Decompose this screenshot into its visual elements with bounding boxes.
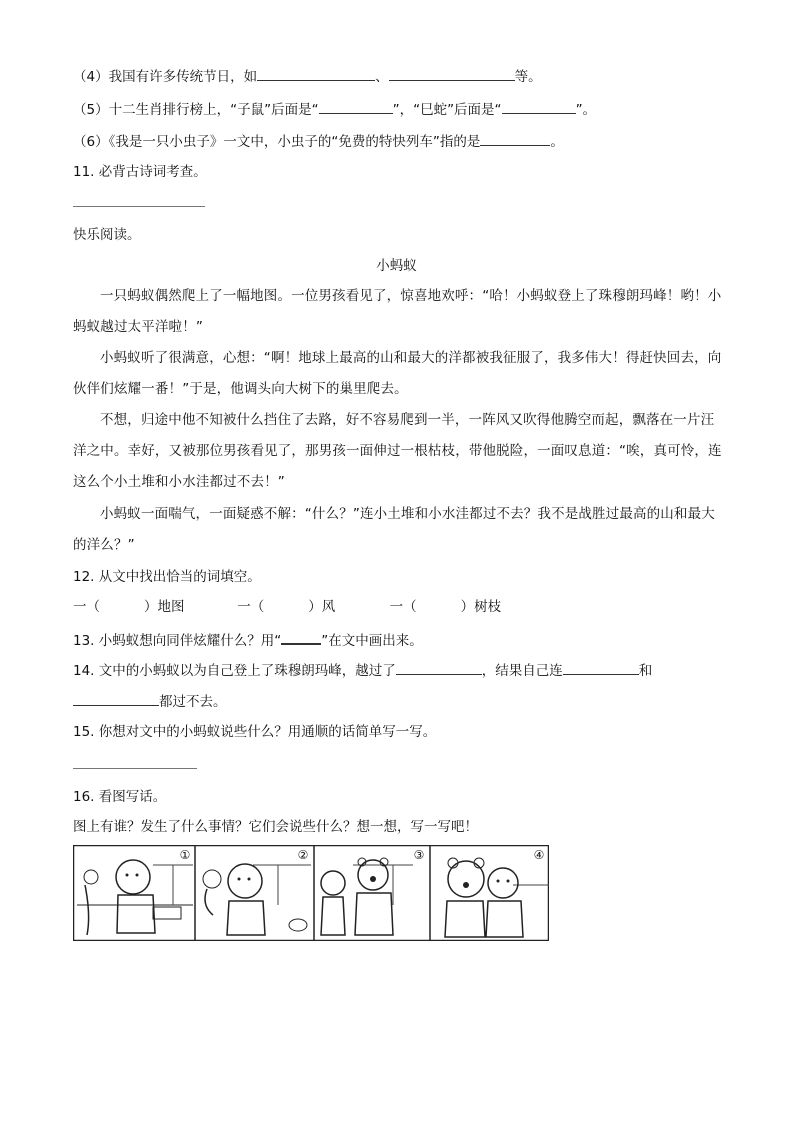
panel-number: ③ xyxy=(413,848,425,862)
answer-blank[interactable] xyxy=(73,691,159,706)
panel-number: ② xyxy=(297,848,309,862)
passage-paragraph: 不想，归途中他不知被什么挡住了去路，好不容易爬到一半，一阵风又吹得他腾空而起，飘落在一片汪洋之中。幸好，又被那位男孩看见了，那男孩一面伸过一根枯枝，带他脱险，一面叹息道：“唉，真可怜，连这么个小土堆和小水洼都过不去！” xyxy=(73,412,722,490)
q15-text: 15. 你想对文中的小蚂蚁说些什么？用通顺的话简单写一写。 xyxy=(73,724,437,740)
q14-prefix: 14. 文中的小蚂蚁以为自己登上了珠穆朗玛峰，越过了 xyxy=(73,663,396,679)
answer-blank[interactable] xyxy=(480,131,550,146)
answer-blank[interactable] xyxy=(257,66,375,81)
answer-blank[interactable] xyxy=(563,660,639,675)
q13-text xyxy=(73,629,423,651)
passage-paragraph: 小蚂蚁听了很满意，心想：“啊！地球上最高的山和最大的洋都被我征服了，我多伟大！得赶快回去，向伙伴们炫耀一番！”于是，他调头向大树下的巢里爬去。 xyxy=(73,350,722,397)
panel-number: ① xyxy=(179,848,191,862)
fill-item[interactable]: 一（ ）树枝 xyxy=(389,599,502,615)
fill-item[interactable]: 一（ ）风 xyxy=(237,599,336,615)
underline-sample xyxy=(281,629,321,645)
q10-item-5-prefix: （5）十二生肖排行榜上，“子鼠”后面是“ xyxy=(73,102,319,118)
reading-heading: 快乐阅读。 xyxy=(73,227,141,243)
q13-prefix: 13. 小蚂蚁想向同伴炫耀什么？用“ xyxy=(73,633,282,649)
q13-suffix: ”在文中画出来。 xyxy=(321,633,423,649)
passage-title: 小蚂蚁 xyxy=(376,258,417,274)
answer-blank[interactable] xyxy=(389,66,515,81)
q10-item-6-prefix: （6）《我是一只小虫子》一文中，小虫子的“免费的特快列车”指的是 xyxy=(73,134,481,150)
q12-text: 12. 从文中找出恰当的词填空。 xyxy=(73,569,261,585)
q12-fill-row xyxy=(73,597,501,617)
answer-blank[interactable] xyxy=(502,99,576,114)
answer-blank[interactable] xyxy=(319,99,393,114)
picture-story-comic xyxy=(73,845,549,941)
q14-suffix: 都过不去。 xyxy=(159,694,227,710)
q14-and: 和 xyxy=(638,663,653,679)
fill-item[interactable]: 一（ ）地图 xyxy=(73,599,185,615)
q14-text-line1 xyxy=(73,660,652,681)
q10-item-4 xyxy=(73,66,542,87)
q16-prompt: 图上有谁？发生了什么事情？它们会说些什么？想一想，写一写吧！ xyxy=(73,819,478,835)
passage-paragraph: 小蚂蚁一面喘气，一面疑惑不解：“什么？”连小土堆和小水洼都过不去？我不是战胜过最高的山和最大的洋么？” xyxy=(73,506,715,553)
answer-line[interactable] xyxy=(73,206,205,207)
q10-item-6 xyxy=(73,131,564,152)
q10-item-4-suffix: 等。 xyxy=(514,69,542,85)
panel-number: ④ xyxy=(533,848,545,862)
q10-item-4-prefix: （4）我国有许多传统节日，如 xyxy=(73,69,258,85)
q14-text-line2 xyxy=(73,691,227,712)
q10-item-5-suffix: ”。 xyxy=(575,102,597,118)
q10-item-5-mid: ”，“巳蛇”后面是“ xyxy=(392,102,502,118)
separator: 、 xyxy=(375,69,389,85)
q10-item-5 xyxy=(73,99,596,120)
q16-text: 16. 看图写话。 xyxy=(73,789,167,805)
q14-mid: ，结果自己连 xyxy=(481,663,563,679)
q11-text: 11. 必背古诗词考查。 xyxy=(73,164,207,180)
q10-item-6-suffix: 。 xyxy=(550,134,564,150)
answer-blank[interactable] xyxy=(396,660,482,675)
passage-paragraph: 一只蚂蚁偶然爬上了一幅地图。一位男孩看见了，惊喜地欢呼：“哈！小蚂蚁登上了珠穆朗玛峰！哟！小蚂蚁越过太平洋啦！” xyxy=(73,288,722,335)
answer-line[interactable] xyxy=(73,768,197,769)
